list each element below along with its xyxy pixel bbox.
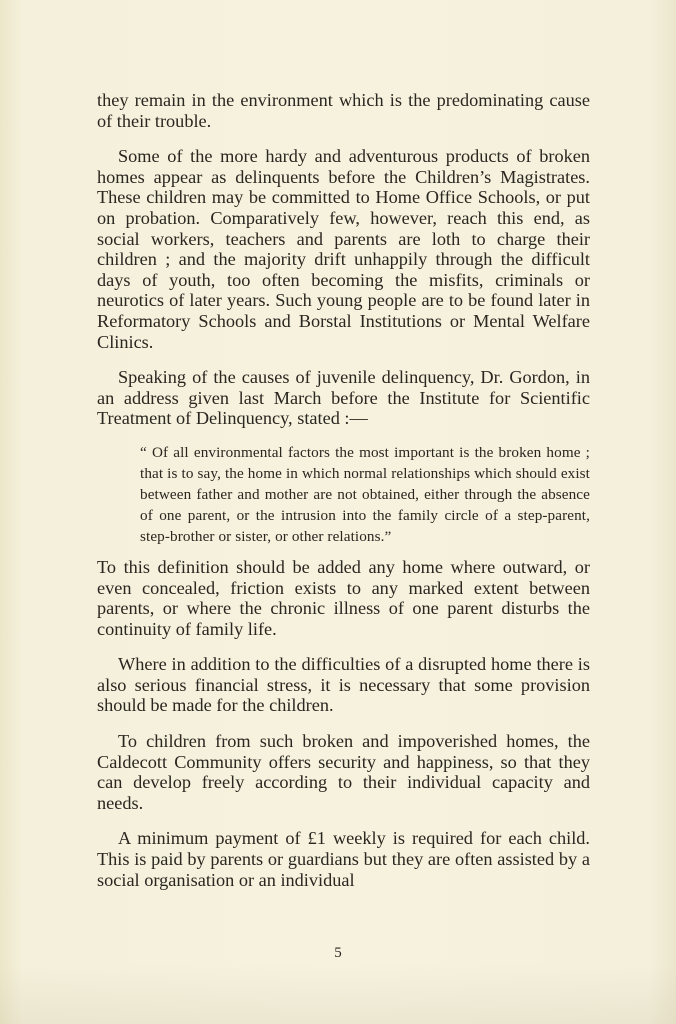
paragraph-continuation: they remain in the environment which is the predominating cause of their trouble. [97,90,590,131]
paragraph-caldecott: To children from such broken and impoverished homes, the Caldecott Community offers security and happiness, so that they can develop freely according to their individual capacity and needs. [97,731,590,813]
paragraph-definition: To this definition should be added any home where outward, or even concealed, friction exists to any marked extent between parents, or where the chronic illness of one parent disturbs the continuity of family life. [97,556,590,639]
paragraph-dr-gordon: Speaking of the causes of juvenile delinquency, Dr. Gordon, in an address given last March before the Institute for Scientific Treatment of Delinquency, stated :— [97,367,590,429]
page-number: 5 [334,945,342,961]
block-quote: “ Of all environmental factors the most important is the broken home ; that is to say, the home in which normal relationships which should exist between father and mother are not obtained, either through the absence of one parent, or the intrusion into the family circle of a step-parent, step-brother or sister, or other relations.” [140,443,590,545]
paragraph-broken-homes: Some of the more hardy and adventurous products of broken homes appear as delinquents before the Children’s Magistrates. These children may be committed to Home Office Schools, or put on probation. Comparatively few, however, reach this end, as social workers, teachers and parents are loth to charge their children ; and the majority drift unhappily through the difficult days of youth, too often becoming the misfits, criminals or neurotics of later years. Such young people are to be found later in Reformatory Schools and Borstal Institutions or Mental Welfare Clinics. [97,146,590,352]
paragraph-financial-stress: Where in addition to the difficulties of a disrupted home there is also serious financial stress, it is necessary that some provision should be made for the children. [97,654,590,716]
paragraph-payment: A minimum payment of £1 weekly is required for each child. This is paid by parents or guardians but they are often assisted by a social organisation or an individual [97,828,590,890]
body-text [97,90,590,890]
